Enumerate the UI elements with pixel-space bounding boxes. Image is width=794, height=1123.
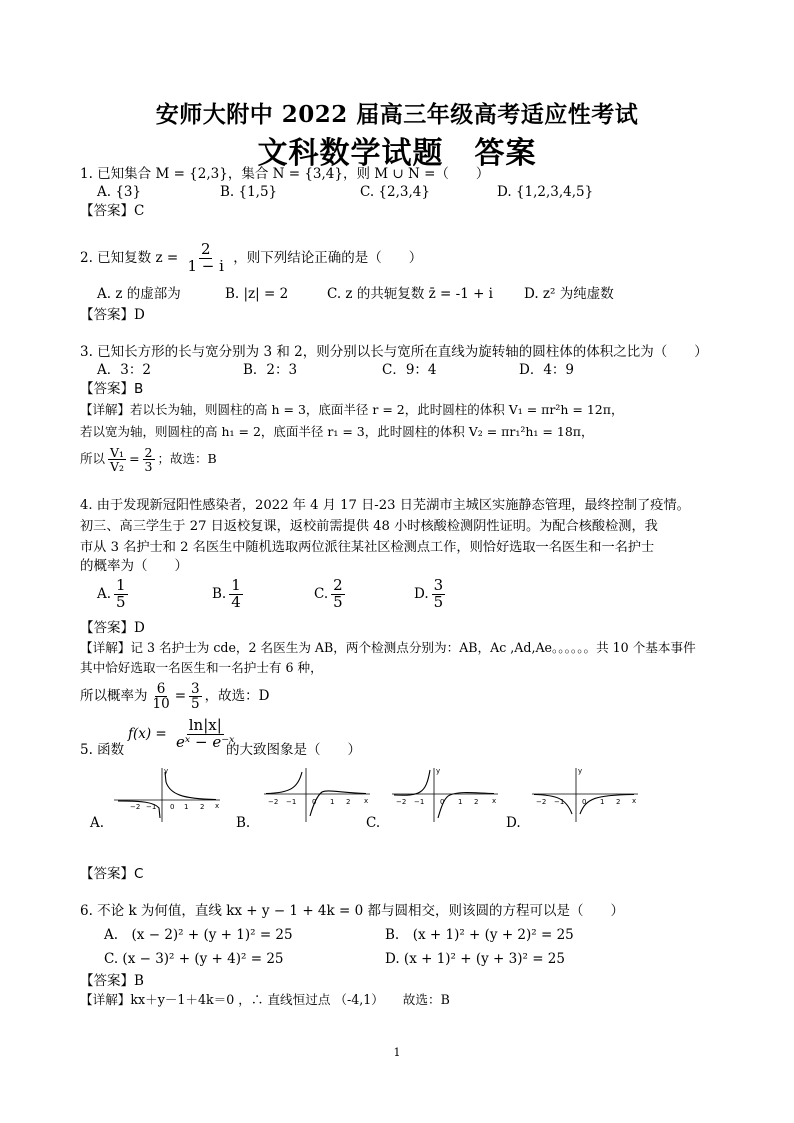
q2-option-c: C. z 的共轭复数 z̄ = -1 + i [327, 286, 493, 302]
q3-value-fraction [143, 446, 155, 473]
q4-stem-line3: 市从 3 名护士和 2 名医生中随机选取两位派往某社区检测点工作，则恰好选取一名医生和一名护士 [80, 540, 655, 555]
frac-num: 2 [333, 576, 343, 594]
detail-label: 【详解】 [80, 640, 131, 655]
q5-graph-b [262, 764, 372, 824]
q6-detail-text: kx＋y－1＋4k＝0 ，∴ 直线恒过点 （-4,1） 故选：B [130, 992, 450, 1007]
q5-function [128, 718, 239, 751]
q4-option-a [97, 578, 131, 611]
answer-label: 【答案】 [80, 381, 134, 397]
graph-tick: −2 [130, 803, 141, 811]
graph-tick: 2 [616, 798, 621, 806]
graph-tick: −2 [268, 798, 279, 806]
graph-tick: 1 [184, 803, 189, 811]
q2-frac-den: 1 − i [187, 256, 224, 275]
q5-func-num: ln|x| [188, 716, 222, 734]
q4-option-d [414, 578, 448, 611]
option-label: D. [414, 585, 429, 602]
graph-tick: 1 [330, 798, 335, 806]
frac-num: 1 [231, 576, 241, 594]
option-fraction [114, 578, 128, 611]
page-number: 1 [393, 1046, 401, 1059]
option-label: A. [97, 585, 112, 602]
q6-detail [80, 991, 450, 1008]
q5-func-den: eˣ − e⁻ˣ [176, 732, 235, 751]
answer-value: D [134, 307, 145, 323]
graph-tick: 2 [474, 798, 479, 806]
graph-tick: −1 [554, 798, 565, 806]
q6-option-d: D. (x + 1)² + (y + 3)² = 25 [385, 951, 565, 967]
q3-detail-suffix: ；故选：B [157, 451, 217, 467]
graph-tick: −2 [536, 798, 547, 806]
paper-title: 文科数学试题 答案 [257, 136, 537, 171]
q3-frac2-den: 3 [144, 459, 153, 475]
q6-stem: 6. 不论 k 为何值，直线 kx + y − 1 + 4k = 0 都与圆相交，则该圆的方程可以是（ ） [80, 903, 624, 919]
q3-frac1-num: V₁ [110, 445, 125, 460]
option-label: C. [314, 585, 329, 602]
graph-tick: −2 [396, 798, 407, 806]
q4-detail-line1 [80, 639, 696, 656]
answer-label: 【答案】 [80, 620, 134, 636]
q5-stem-prefix: 5. 函数 [80, 742, 125, 758]
q5-graph-a [112, 764, 222, 824]
q2-option-a: A. z 的虚部为 [97, 286, 181, 302]
q2-option-b: B. |z| = 2 [225, 286, 289, 302]
q4-stem-line1: 4. 由于发现新冠阳性感染者，2022 年 4 月 17 日-23 日芜湖市主城区实施静态管理，最终控制了疫情。 [80, 498, 690, 513]
q1-option-c: C. {2,3,4} [360, 184, 430, 200]
frac-den: 5 [433, 592, 444, 611]
q2-stem [80, 242, 422, 275]
q2-stem-prefix: 2. 已知复数 z = [80, 249, 179, 266]
q4-eq: = [174, 688, 186, 705]
q1-answer [80, 203, 144, 220]
q1-option-d: D. {1,2,3,4,5} [497, 184, 594, 200]
graph-tick: −1 [414, 798, 425, 806]
answer-label: 【答案】 [80, 307, 134, 323]
q4-stem-line4: 的概率为（ ） [80, 558, 188, 574]
answer-value: C [134, 866, 144, 882]
q2-stem-suffix: ，则下列结论正确的是（ ） [233, 249, 423, 266]
frac-den: 5 [333, 592, 343, 611]
answer-value: B [134, 973, 144, 989]
q4-stem-line2: 初三、高三学生于 27 日返校复课，返校前需提供 48 小时核酸检测阴性证明。为配合核酸检测，我 [80, 519, 658, 534]
q3-option-d: D．4：9 [519, 362, 575, 378]
answer-label: 【答案】 [80, 973, 134, 989]
q4-option-c [314, 578, 348, 611]
q5-option-a-label: A. [90, 815, 105, 831]
school-title: 安师大附中 2022 届高三年级高考适应性考试 [155, 101, 639, 128]
q1-option-b: B. {1,5} [220, 184, 278, 200]
q3-option-c: C．9：4 [382, 362, 437, 378]
graph-axis-y: y [436, 767, 441, 775]
q4-option-b [212, 578, 246, 611]
q6-answer [80, 973, 144, 990]
q4-detail-prefix: 所以概率为 [80, 688, 148, 705]
answer-value: C [134, 203, 145, 219]
q3-detail-text1: 若以长为轴，则圆柱的高 h = 3，底面半径 r = 2，此时圆柱的体积 V₁ = πr²h = 12π， [130, 402, 624, 417]
graph-tick: 0 [312, 798, 317, 806]
q2-option-d: D. z² 为纯虚数 [524, 286, 614, 302]
q4-frac1-den: 10 [152, 696, 170, 713]
q5-stem-suffix: 的大致图象是（ ） [226, 742, 361, 758]
q4-frac2 [189, 682, 202, 711]
q4-frac2-den: 5 [191, 696, 200, 713]
q4-detail-line3 [80, 682, 269, 711]
q3-option-b: B．2：3 [243, 362, 298, 378]
q3-detail-line3 [80, 446, 217, 473]
q4-detail-text1: 记 3 名护士为 cde，2 名医生为 AB，两个检测点分别为：AB，Ac ,Ad,Ae。。。。。。共 10 个基本事件 [130, 640, 696, 655]
graph-tick: 1 [600, 798, 605, 806]
graph-axis-x: x [492, 797, 497, 805]
q5-option-b-label: B. [236, 815, 251, 831]
q2-frac-num: 2 [200, 240, 211, 258]
graph-axis-x: x [632, 797, 637, 805]
q5-graph-c [390, 764, 500, 824]
graph-tick: 1 [458, 798, 463, 806]
detail-label: 【详解】 [80, 992, 131, 1007]
q1-stem: 1. 已知集合 M = {2,3}，集合 N = {3,4}，则 M ∪ N =（ ） [80, 166, 490, 182]
q6-option-c: C. (x − 3)² + (y + 4)² = 25 [104, 951, 284, 967]
q6-option-a: A. (x − 2)² + (y + 1)² = 25 [104, 927, 293, 943]
frac-den: 5 [116, 592, 126, 611]
graph-tick: −1 [286, 798, 297, 806]
q3-stem: 3. 已知长方形的长与宽分别为 3 和 2，则分别以长与宽所在直线为旋转轴的圆柱体的体积之比为（ ） [80, 344, 708, 360]
option-fraction [331, 578, 345, 611]
answer-value: B [134, 381, 144, 397]
option-label: B. [212, 585, 227, 602]
q4-answer [80, 620, 145, 637]
q3-answer [80, 381, 143, 398]
q4-frac2-num: 3 [191, 681, 200, 697]
graph-tick: 2 [200, 803, 205, 811]
q2-answer [80, 307, 145, 324]
q3-detail-line1 [80, 401, 623, 418]
answer-label: 【答案】 [80, 866, 134, 882]
option-fraction [229, 578, 243, 611]
q3-detail-line2: 若以宽为轴，则圆柱的高 h₁ = 2，底面半径 r₁ = 3，此时圆柱的体积 V₂ = πr₁²h₁ = 18π， [80, 424, 594, 439]
graph-axis-x: x [215, 802, 220, 810]
q5-func-lhs: f(x) = [128, 725, 167, 742]
frac-num: 1 [116, 576, 126, 594]
q3-frac1-den: V₂ [110, 459, 125, 475]
graph-axis-y: y [578, 767, 583, 775]
answer-value: D [134, 620, 145, 636]
q3-eq: = [129, 451, 140, 467]
q3-frac2-num: 2 [144, 445, 153, 460]
graph-tick: −1 [146, 803, 157, 811]
answer-label: 【答案】 [80, 203, 134, 219]
detail-label: 【详解】 [80, 402, 131, 417]
q5-graph-d [530, 764, 640, 824]
q5-answer [80, 866, 143, 883]
q4-detail-line2: 其中恰好选取一名医生和一名护士有 6 种， [80, 660, 323, 675]
q5-option-c-label: C. [366, 815, 381, 831]
q3-detail-prefix: 所以 [80, 451, 106, 467]
q4-detail-suffix: ，故选：D [204, 688, 270, 705]
option-fraction [432, 578, 446, 611]
q6-option-b: B. (x + 1)² + (y + 2)² = 25 [385, 927, 574, 943]
graph-tick: 0 [440, 798, 445, 806]
graph-tick: 0 [582, 798, 587, 806]
graph-axis-x: x [364, 797, 369, 805]
q4-frac1 [151, 682, 172, 711]
q2-fraction [185, 242, 225, 275]
q5-option-d-label: D. [506, 815, 521, 831]
q3-ratio-fraction [108, 446, 126, 473]
frac-num: 3 [433, 576, 444, 594]
q3-option-a: A．3：2 [97, 362, 151, 378]
q4-frac1-num: 6 [156, 681, 166, 697]
graph-tick: 2 [346, 798, 351, 806]
q1-option-a: A. {3} [97, 184, 142, 200]
frac-den: 4 [231, 592, 241, 611]
graph-axis-y: y [164, 767, 169, 775]
graph-tick: 0 [170, 803, 175, 811]
